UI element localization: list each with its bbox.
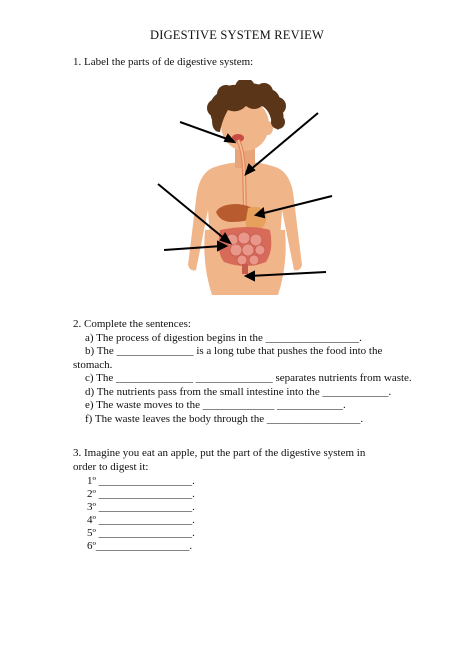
step-3: 3º _________________. [87, 501, 195, 513]
question-3-heading-continued: order to digest it: [73, 460, 149, 473]
sentence-b: b) The ______________ is a long tube that pushes the food into the [85, 345, 383, 357]
step-1: 1º _________________. [87, 475, 195, 487]
step-2: 2º _________________. [87, 488, 195, 500]
sentence-d: d) The nutrients pass from the small intestine into the ____________. [85, 385, 392, 398]
sentence-c: c) The ______________ ______________ separates nutrients from waste. [85, 372, 412, 384]
page-title: DIGESTIVE SYSTEM REVIEW [149, 28, 325, 42]
digestive-system-illustration [150, 80, 340, 305]
question-2-heading: 2. Complete the sentences: [73, 318, 191, 330]
question-1-heading: 1. Label the parts of de digestive system: [73, 56, 254, 68]
step-4: 4º _________________. [87, 514, 195, 526]
sentence-a: a) The process of digestion begins in the _________________. [85, 331, 362, 344]
question-2 [73, 318, 412, 426]
step-6: 6º_________________. [87, 540, 193, 552]
question-3 [73, 447, 393, 553]
rectum [242, 264, 248, 274]
sentence-e: e) The waste moves to the _____________ ____________. [85, 399, 346, 411]
ordering-steps [73, 475, 393, 553]
sentence-f: f) The waste leaves the body through the _________________. [85, 412, 364, 425]
step-5: 5º _________________. [87, 527, 195, 539]
question-3-heading: 3. Imagine you eat an apple, put the part of the digestive system in [73, 447, 366, 459]
sentence-b-continued: stomach. [73, 358, 113, 371]
